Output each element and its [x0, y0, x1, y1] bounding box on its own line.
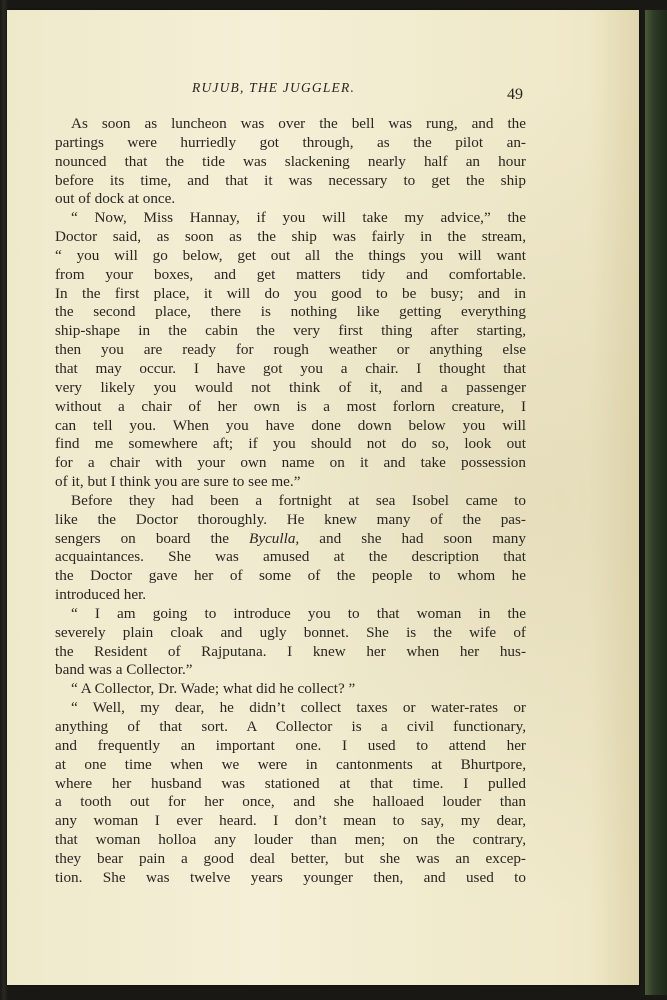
text-line: for a chair with your own name on it and take possession [55, 454, 526, 472]
text-line: very likely you would not think of it, and a passenger [55, 378, 526, 396]
text-line: nounced that the tide was slackening nearly half an hour [55, 152, 526, 170]
text-line: from your boxes, and get matters tidy and comfortable. [55, 265, 526, 283]
text-line: introduced her. [55, 586, 147, 604]
text-line: they bear pain a good deal better, but she was an excep- [55, 849, 526, 867]
text-line: Doctor said, as soon as the ship was fairly in the stream, [55, 228, 526, 246]
text-line: Before they had been a fortnight at sea Isobel came to [71, 491, 526, 509]
text-line: that woman holloa any louder than men; on the contrary, [55, 831, 526, 849]
text-line: the Resident of Rajputana. I knew her when her hus- [55, 642, 526, 660]
text-line: ship-shape in the cabin the very first thing after starting, [55, 322, 526, 340]
text-line: and frequently an important one. I used to attend her [55, 736, 526, 754]
text-line: can tell you. When you have done down below you will [55, 416, 526, 434]
text-line: any woman I ever heard. I don’t mean to say, my dear, [55, 812, 526, 830]
text-line: tion. She was twelve years younger then, and used to [55, 868, 526, 886]
text-line: out of dock at once. [55, 190, 176, 208]
text-line: band was a Collector.” [55, 661, 193, 679]
text-line: at one time when we were in cantonments at Bhurtpore, [55, 755, 526, 773]
text-line: “ you will go below, get out all the things you will want [55, 246, 526, 264]
text-line: partings were hurriedly got through, as the pilot an- [55, 133, 526, 151]
text-line: “ Well, my dear, he didn’t collect taxes or water-rates or [71, 699, 526, 717]
text-line: the second place, there is nothing like getting everything [55, 303, 526, 321]
text-line: “ A Collector, Dr. Wade; what did he collect? ” [71, 680, 356, 698]
text-line: As soon as luncheon was over the bell was rung, and the [71, 115, 526, 132]
text-line: anything of that sort. A Collector is a civil functionary, [55, 718, 526, 735]
book-binding [645, 10, 667, 995]
text-line: “ Now, Miss Hannay, if you will take my advice,” the [71, 209, 526, 227]
text-line: acquaintances. She was amused at the description that [55, 548, 526, 566]
text-line: without a chair of her own is a most forlorn creature, I [55, 397, 526, 415]
text-line: sengers on board the Byculla, and she had soon many [55, 529, 526, 547]
running-head: RUJUB, THE JUGGLER. [192, 80, 356, 95]
text-line: severely plain cloak and ugly bonnet. She is the wife of [55, 623, 526, 641]
text-line: the Doctor gave her of some of the people to whom he [55, 567, 526, 585]
text-line: that may occur. I have got you a chair. I thought that [55, 359, 526, 377]
text-line: then you are ready for rough weather or anything else [55, 341, 526, 359]
text-line: like the Doctor thoroughly. He knew many of the pas- [55, 510, 526, 528]
text-line: of it, but I think you are sure to see me.” [55, 473, 301, 491]
book-page [7, 10, 639, 985]
text-line: a tooth out for her once, and she halloaed louder than [55, 793, 526, 811]
ship-name: Byculla, [249, 529, 300, 547]
text-line: where her husband was stationed at that time. I pulled [55, 774, 526, 792]
page-number: 49 [507, 86, 523, 103]
text-line: before its time, and that it was necessary to get the ship [55, 171, 526, 189]
body-text [55, 115, 526, 888]
text-line: “ I am going to introduce you to that woman in the [71, 604, 526, 622]
text-line: In the first place, it will do you good to be busy; and in [55, 284, 526, 302]
text-line: find me somewhere aft; if you should not do so, look out [55, 435, 526, 453]
